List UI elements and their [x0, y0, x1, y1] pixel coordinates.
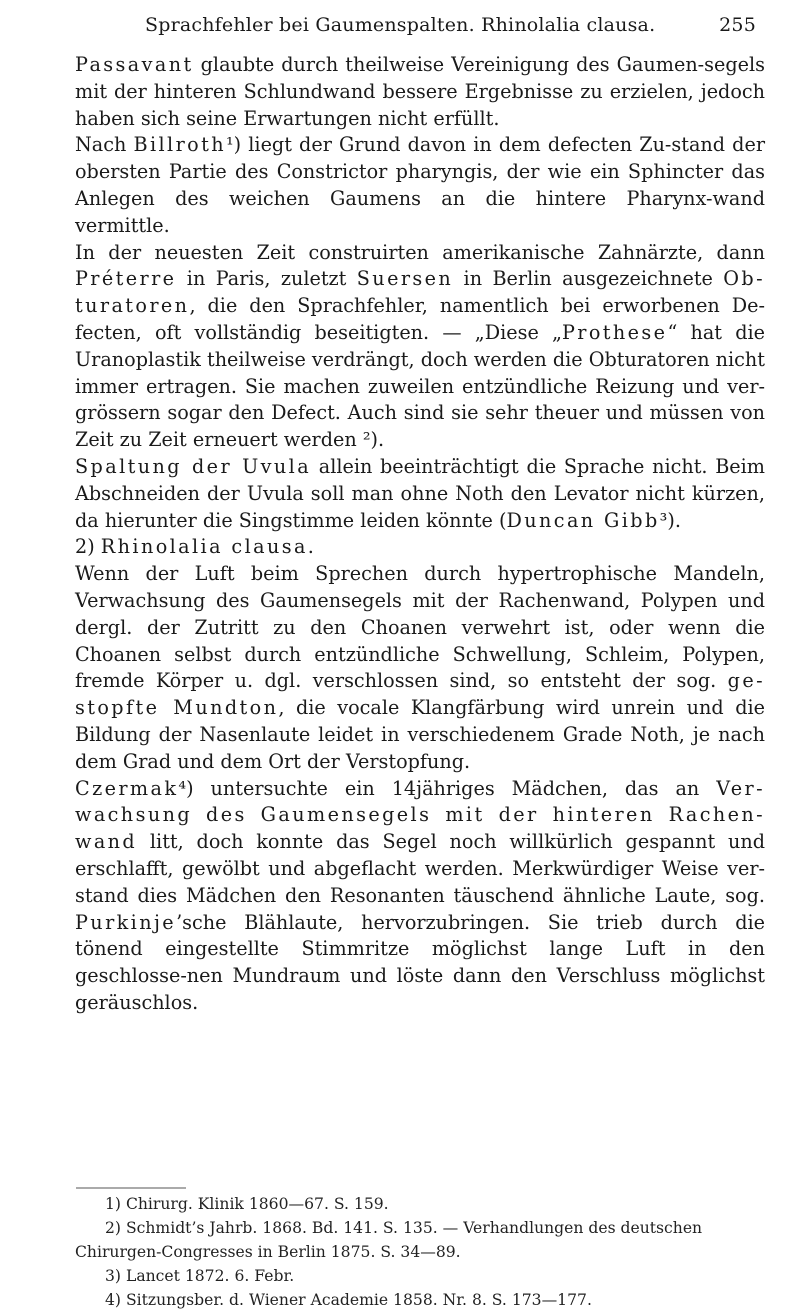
paragraph-text: “ hat die Uranoplastik theilweise verdrängt, doch werden die Obturatoren nicht immer ertragen. Sie machen zuweilen entzündliche Reizung und ver-grössern sogar den Defect. Auch sind sie sehr theuer und müssen von Zeit zu Zeit erneuert werden ²).	[75, 320, 765, 452]
footnote: 4) Sitzungsber. d. Wiener Academie 1858. Nr. 8. S. 173—177.	[105, 1291, 592, 1309]
paragraph	[75, 240, 765, 454]
spaced-emphasis: Préterre	[75, 267, 177, 291]
spaced-emphasis: Ob-turatoren	[75, 267, 765, 318]
spaced-emphasis: Purkinje	[75, 910, 177, 934]
spaced-emphasis: Billroth	[133, 133, 226, 157]
paragraph-text: Wenn der Luft beim Sprechen durch hypertrophische Mandeln, Verwachsung des Gaumensegels mit der Rachenwand, Polypen und dergl. der Zutritt zu den Choanen verwehrt ist, oder wenn die Choanen selbst durch entzündliche Schwellung, Schleim, Polypen, fremde Körper u. dgl. verschlossen sind, so entsteht der sog.	[75, 562, 765, 693]
paragraph-text: ³).	[659, 508, 681, 532]
spaced-emphasis: Ver-wachsung des Gaumensegels mit der hinteren Rachen-wand	[75, 776, 765, 854]
running-title: Sprachfehler bei Gaumenspalten. Rhinolalia clausa.	[145, 14, 656, 36]
running-header	[75, 12, 756, 42]
paragraph-text: , die vocale Klangfärbung wird unrein und die Bildung der Nasenlaute leidet in verschiedenem Grade Noth, je nach dem Grad und dem Ort der Verstopfung.	[75, 696, 765, 773]
paragraph-text: litt, doch konnte das Segel noch willkürlich gespannt und erschlafft, gewölbt und abgeflacht werden. Merkwürdiger Weise ver-stand dies Mädchen den Resonanten täuschend ähnliche Laute, sog.	[75, 830, 765, 907]
spaced-emphasis: Suersen	[356, 267, 454, 291]
spaced-emphasis: Spaltung der Uvula	[75, 454, 312, 478]
paragraph-text: , die den Sprachfehler, namentlich bei erworbenen De-fecten, oft vollständig beseitigten. — „Diese „	[75, 294, 765, 344]
spaced-emphasis: ge-stopfte Mundton	[75, 669, 765, 720]
paragraph-text: Nach	[75, 133, 134, 157]
paragraph	[75, 776, 765, 1017]
paragraph	[75, 132, 765, 239]
footnote: 3) Lancet 1872. 6. Febr.	[105, 1267, 295, 1285]
spaced-emphasis: Rhinolalia clausa.	[100, 535, 317, 559]
page-number: 255	[719, 14, 756, 36]
paragraph-text: ¹) liegt der Grund davon in dem defecten Zu-stand der obersten Partie des Constrictor pharyngis, der wie ein Sphincter das Anlegen des weichen Gaumens an die hintere Pharynx-wand vermittle.	[75, 133, 765, 237]
footnote: 2) Schmidt’s Jahrb. 1868. Bd. 141. S. 135. — Verhandlungen des deutschen	[105, 1219, 703, 1237]
body-text	[75, 52, 765, 1017]
paragraph	[75, 52, 765, 132]
footnote: Chirurgen-Congresses in Berlin 1875. S. 34—89.	[75, 1243, 461, 1261]
paragraph-text: ’sche Blählaute, hervorzubringen. Sie trieb durch die tönend eingestellte Stimmritze möglichst lange Luft in den geschlosse-nen Mundraum und löste dann den Verschluss möglichst geräuschlos.	[75, 910, 765, 1014]
paragraph-text: allein beeinträchtigt die Sprache nicht. Beim Abschneiden der Uvula soll man ohne Noth den Levator nicht kürzen, da hierunter die Singstimme leiden könnte (	[75, 454, 765, 532]
paragraph-text: in Berlin ausgezeichnete	[453, 267, 724, 291]
paragraph-text: 2)	[75, 535, 101, 559]
paragraph	[75, 534, 765, 561]
spaced-emphasis: Passavant	[75, 53, 194, 76]
paragraph	[75, 561, 765, 775]
paragraph	[75, 454, 765, 534]
paragraph-text: in Paris, zuletzt	[176, 267, 357, 291]
paragraph-text: glaubte durch theilweise Vereinigung des Gaumen-segels mit der hinteren Schlundwand bessere Ergebnisse zu erzielen, jedoch haben sich seine Erwartungen nicht erfüllt.	[75, 53, 765, 130]
footnote: 1) Chirurg. Klinik 1860—67. S. 159.	[105, 1195, 389, 1213]
spaced-emphasis: Prothese	[561, 320, 668, 344]
paragraph-text: In der neuesten Zeit construirten amerikanische Zahnärzte, dann	[75, 240, 765, 264]
spaced-emphasis: Duncan Gibb	[506, 508, 660, 532]
paragraph-text: ⁴) untersuchte ein 14jähriges Mädchen, das an	[178, 776, 717, 800]
spaced-emphasis: Czermak	[75, 776, 179, 800]
footnotes	[75, 1192, 761, 1312]
